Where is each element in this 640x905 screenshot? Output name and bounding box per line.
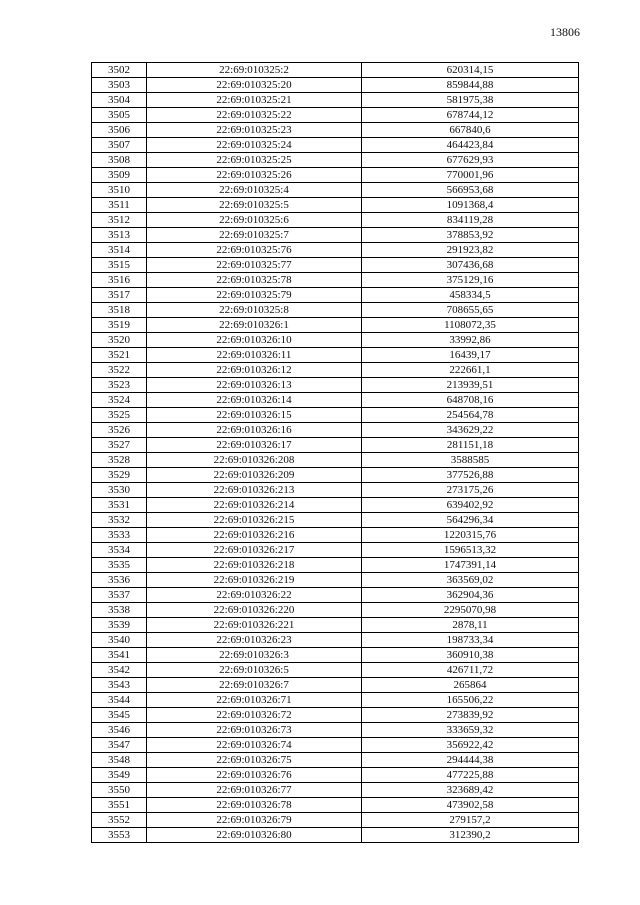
cadastral-number-cell: 22:69:010325:22 [147, 108, 362, 123]
row-number-cell: 3506 [92, 123, 147, 138]
table-row [92, 453, 579, 468]
row-number-cell: 3515 [92, 258, 147, 273]
cadastral-number-cell: 22:69:010325:21 [147, 93, 362, 108]
table-row [92, 678, 579, 693]
table-row [92, 183, 579, 198]
cadastral-number-cell: 22:69:010326:214 [147, 498, 362, 513]
cadastral-number-cell: 22:69:010325:7 [147, 228, 362, 243]
cadastral-number-cell: 22:69:010326:16 [147, 423, 362, 438]
table-row [92, 528, 579, 543]
row-number-cell: 3540 [92, 633, 147, 648]
cadastral-number-cell: 22:69:010326:5 [147, 663, 362, 678]
cadastral-value-cell: 273175,26 [362, 483, 579, 498]
row-number-cell: 3520 [92, 333, 147, 348]
row-number-cell: 3517 [92, 288, 147, 303]
cadastral-number-cell: 22:69:010326:76 [147, 768, 362, 783]
cadastral-value-cell: 2878,11 [362, 618, 579, 633]
table-row [92, 648, 579, 663]
table-row [92, 768, 579, 783]
table-row [92, 633, 579, 648]
cadastral-value-cell: 198733,34 [362, 633, 579, 648]
cadastral-value-cell: 291923,82 [362, 243, 579, 258]
cadastral-number-cell: 22:69:010326:216 [147, 528, 362, 543]
cadastral-number-cell: 22:69:010326:11 [147, 348, 362, 363]
cadastral-value-cell: 294444,38 [362, 753, 579, 768]
cadastral-value-cell: 1747391,14 [362, 558, 579, 573]
cadastral-number-cell: 22:69:010325:6 [147, 213, 362, 228]
cadastral-number-cell: 22:69:010325:23 [147, 123, 362, 138]
table-row [92, 63, 579, 78]
cadastral-number-cell: 22:69:010325:20 [147, 78, 362, 93]
cadastral-value-cell: 33992,86 [362, 333, 579, 348]
table-row [92, 78, 579, 93]
cadastral-number-cell: 22:69:010326:208 [147, 453, 362, 468]
cadastral-value-cell: 1091368,4 [362, 198, 579, 213]
cadastral-number-cell: 22:69:010326:215 [147, 513, 362, 528]
row-number-cell: 3519 [92, 318, 147, 333]
cadastral-number-cell: 22:69:010326:79 [147, 813, 362, 828]
table-row [92, 228, 579, 243]
cadastral-number-cell: 22:69:010326:217 [147, 543, 362, 558]
table-row [92, 618, 579, 633]
cadastral-value-cell: 1220315,76 [362, 528, 579, 543]
table-row [92, 438, 579, 453]
row-number-cell: 3535 [92, 558, 147, 573]
cadastral-value-cell: 307436,68 [362, 258, 579, 273]
row-number-cell: 3524 [92, 393, 147, 408]
table-row [92, 378, 579, 393]
table-row [92, 93, 579, 108]
table-row [92, 813, 579, 828]
row-number-cell: 3550 [92, 783, 147, 798]
cadastral-value-cell: 620314,15 [362, 63, 579, 78]
row-number-cell: 3548 [92, 753, 147, 768]
row-number-cell: 3529 [92, 468, 147, 483]
cadastral-number-cell: 22:69:010326:1 [147, 318, 362, 333]
cadastral-number-cell: 22:69:010326:221 [147, 618, 362, 633]
cadastral-number-cell: 22:69:010326:3 [147, 648, 362, 663]
cadastral-value-cell: 677629,93 [362, 153, 579, 168]
row-number-cell: 3541 [92, 648, 147, 663]
cadastral-value-cell: 356922,42 [362, 738, 579, 753]
row-number-cell: 3516 [92, 273, 147, 288]
cadastral-value-cell: 281151,18 [362, 438, 579, 453]
row-number-cell: 3546 [92, 723, 147, 738]
cadastral-value-cell: 3588585 [362, 453, 579, 468]
cadastral-value-cell: 1108072,35 [362, 318, 579, 333]
row-number-cell: 3544 [92, 693, 147, 708]
cadastral-value-cell: 770001,96 [362, 168, 579, 183]
row-number-cell: 3547 [92, 738, 147, 753]
row-number-cell: 3525 [92, 408, 147, 423]
cadastral-number-cell: 22:69:010325:2 [147, 63, 362, 78]
cadastral-number-cell: 22:69:010326:12 [147, 363, 362, 378]
cadastral-number-cell: 22:69:010325:4 [147, 183, 362, 198]
row-number-cell: 3542 [92, 663, 147, 678]
cadastral-number-cell: 22:69:010326:220 [147, 603, 362, 618]
row-number-cell: 3537 [92, 588, 147, 603]
row-number-cell: 3509 [92, 168, 147, 183]
table-row [92, 468, 579, 483]
cadastral-number-cell: 22:69:010326:10 [147, 333, 362, 348]
cadastral-number-cell: 22:69:010326:14 [147, 393, 362, 408]
cadastral-value-cell: 566953,68 [362, 183, 579, 198]
table-row [92, 153, 579, 168]
cadastral-number-cell: 22:69:010326:74 [147, 738, 362, 753]
cadastral-value-cell: 678744,12 [362, 108, 579, 123]
table-row [92, 108, 579, 123]
table-row [92, 783, 579, 798]
row-number-cell: 3507 [92, 138, 147, 153]
cadastral-value-cell: 343629,22 [362, 423, 579, 438]
cadastral-value-cell: 213939,51 [362, 378, 579, 393]
cadastral-number-cell: 22:69:010326:77 [147, 783, 362, 798]
cadastral-value-cell: 473902,58 [362, 798, 579, 813]
row-number-cell: 3552 [92, 813, 147, 828]
row-number-cell: 3532 [92, 513, 147, 528]
cadastral-number-cell: 22:69:010325:5 [147, 198, 362, 213]
table-row [92, 363, 579, 378]
row-number-cell: 3553 [92, 828, 147, 843]
cadastral-value-cell: 165506,22 [362, 693, 579, 708]
table-row [92, 513, 579, 528]
cadastral-number-cell: 22:69:010325:76 [147, 243, 362, 258]
row-number-cell: 3512 [92, 213, 147, 228]
table-row [92, 243, 579, 258]
cadastral-number-cell: 22:69:010325:26 [147, 168, 362, 183]
cadastral-value-cell: 222661,1 [362, 363, 579, 378]
cadastral-value-cell: 2295070,98 [362, 603, 579, 618]
table-row [92, 258, 579, 273]
cadastral-number-cell: 22:69:010325:77 [147, 258, 362, 273]
row-number-cell: 3522 [92, 363, 147, 378]
table-row [92, 753, 579, 768]
table-row [92, 543, 579, 558]
cadastral-value-cell: 377526,88 [362, 468, 579, 483]
row-number-cell: 3502 [92, 63, 147, 78]
table-row [92, 138, 579, 153]
row-number-cell: 3533 [92, 528, 147, 543]
cadastral-number-cell: 22:69:010326:13 [147, 378, 362, 393]
row-number-cell: 3534 [92, 543, 147, 558]
cadastral-number-cell: 22:69:010326:213 [147, 483, 362, 498]
row-number-cell: 3527 [92, 438, 147, 453]
table-row [92, 393, 579, 408]
table-row [92, 348, 579, 363]
row-number-cell: 3538 [92, 603, 147, 618]
row-number-cell: 3513 [92, 228, 147, 243]
row-number-cell: 3526 [92, 423, 147, 438]
cadastral-number-cell: 22:69:010325:24 [147, 138, 362, 153]
row-number-cell: 3510 [92, 183, 147, 198]
row-number-cell: 3514 [92, 243, 147, 258]
row-number-cell: 3503 [92, 78, 147, 93]
table-row [92, 483, 579, 498]
cadastral-number-cell: 22:69:010326:72 [147, 708, 362, 723]
table-row [92, 588, 579, 603]
page-number: 13806 [550, 25, 580, 39]
row-number-cell: 3530 [92, 483, 147, 498]
row-number-cell: 3521 [92, 348, 147, 363]
cadastral-value-cell: 265864 [362, 678, 579, 693]
row-number-cell: 3511 [92, 198, 147, 213]
table-row [92, 498, 579, 513]
cadastral-value-cell: 426711,72 [362, 663, 579, 678]
cadastral-value-cell: 648708,16 [362, 393, 579, 408]
cadastral-number-cell: 22:69:010326:17 [147, 438, 362, 453]
table-row [92, 723, 579, 738]
cadastral-number-cell: 22:69:010326:209 [147, 468, 362, 483]
cadastral-value-cell: 458334,5 [362, 288, 579, 303]
table-row [92, 828, 579, 843]
row-number-cell: 3539 [92, 618, 147, 633]
cadastral-value-cell: 464423,84 [362, 138, 579, 153]
cadastral-number-cell: 22:69:010326:71 [147, 693, 362, 708]
row-number-cell: 3504 [92, 93, 147, 108]
cadastral-number-cell: 22:69:010326:219 [147, 573, 362, 588]
cadastral-value-cell: 279157,2 [362, 813, 579, 828]
cadastral-number-cell: 22:69:010326:7 [147, 678, 362, 693]
table-row [92, 408, 579, 423]
table-row [92, 558, 579, 573]
table-row [92, 333, 579, 348]
cadastral-number-cell: 22:69:010326:218 [147, 558, 362, 573]
cadastral-value-cell: 708655,65 [362, 303, 579, 318]
cadastral-number-cell: 22:69:010325:78 [147, 273, 362, 288]
cadastral-number-cell: 22:69:010326:80 [147, 828, 362, 843]
row-number-cell: 3523 [92, 378, 147, 393]
cadastral-number-cell: 22:69:010326:15 [147, 408, 362, 423]
table-row [92, 663, 579, 678]
table-row [92, 318, 579, 333]
cadastral-value-cell: 16439,17 [362, 348, 579, 363]
table-row [92, 693, 579, 708]
cadastral-value-cell: 859844,88 [362, 78, 579, 93]
cadastral-value-cell: 639402,92 [362, 498, 579, 513]
row-number-cell: 3545 [92, 708, 147, 723]
table-row [92, 603, 579, 618]
row-number-cell: 3536 [92, 573, 147, 588]
cadastral-value-cell: 564296,34 [362, 513, 579, 528]
cadastral-value-cell: 378853,92 [362, 228, 579, 243]
cadastral-value-cell: 581975,38 [362, 93, 579, 108]
cadastral-value-cell: 363569,02 [362, 573, 579, 588]
row-number-cell: 3528 [92, 453, 147, 468]
cadastral-number-cell: 22:69:010325:25 [147, 153, 362, 168]
cadastral-number-cell: 22:69:010325:79 [147, 288, 362, 303]
cadastral-value-cell: 333659,32 [362, 723, 579, 738]
table-row [92, 123, 579, 138]
cadastral-value-cell: 834119,28 [362, 213, 579, 228]
cadastral-value-cell: 477225,88 [362, 768, 579, 783]
cadastral-number-cell: 22:69:010325:8 [147, 303, 362, 318]
row-number-cell: 3551 [92, 798, 147, 813]
cadastral-value-cell: 312390,2 [362, 828, 579, 843]
row-number-cell: 3531 [92, 498, 147, 513]
row-number-cell: 3549 [92, 768, 147, 783]
table-row [92, 303, 579, 318]
cadastral-number-cell: 22:69:010326:73 [147, 723, 362, 738]
cadastral-value-cell: 667840,6 [362, 123, 579, 138]
table-row [92, 738, 579, 753]
cadastral-value-cell: 360910,38 [362, 648, 579, 663]
cadastral-value-cell: 273839,92 [362, 708, 579, 723]
row-number-cell: 3505 [92, 108, 147, 123]
cadastral-value-cell: 323689,42 [362, 783, 579, 798]
row-number-cell: 3518 [92, 303, 147, 318]
cadastral-value-table [91, 62, 579, 843]
cadastral-number-cell: 22:69:010326:78 [147, 798, 362, 813]
cadastral-value-cell: 375129,16 [362, 273, 579, 288]
cadastral-number-cell: 22:69:010326:22 [147, 588, 362, 603]
row-number-cell: 3543 [92, 678, 147, 693]
table-body [92, 63, 579, 843]
cadastral-value-cell: 1596513,32 [362, 543, 579, 558]
table-row [92, 423, 579, 438]
table-row [92, 168, 579, 183]
table-row [92, 213, 579, 228]
table-row [92, 273, 579, 288]
cadastral-number-cell: 22:69:010326:23 [147, 633, 362, 648]
table-row [92, 198, 579, 213]
table-row [92, 288, 579, 303]
cadastral-number-cell: 22:69:010326:75 [147, 753, 362, 768]
cadastral-value-cell: 254564,78 [362, 408, 579, 423]
table-row [92, 798, 579, 813]
table-row [92, 708, 579, 723]
table-row [92, 573, 579, 588]
row-number-cell: 3508 [92, 153, 147, 168]
cadastral-value-cell: 362904,36 [362, 588, 579, 603]
